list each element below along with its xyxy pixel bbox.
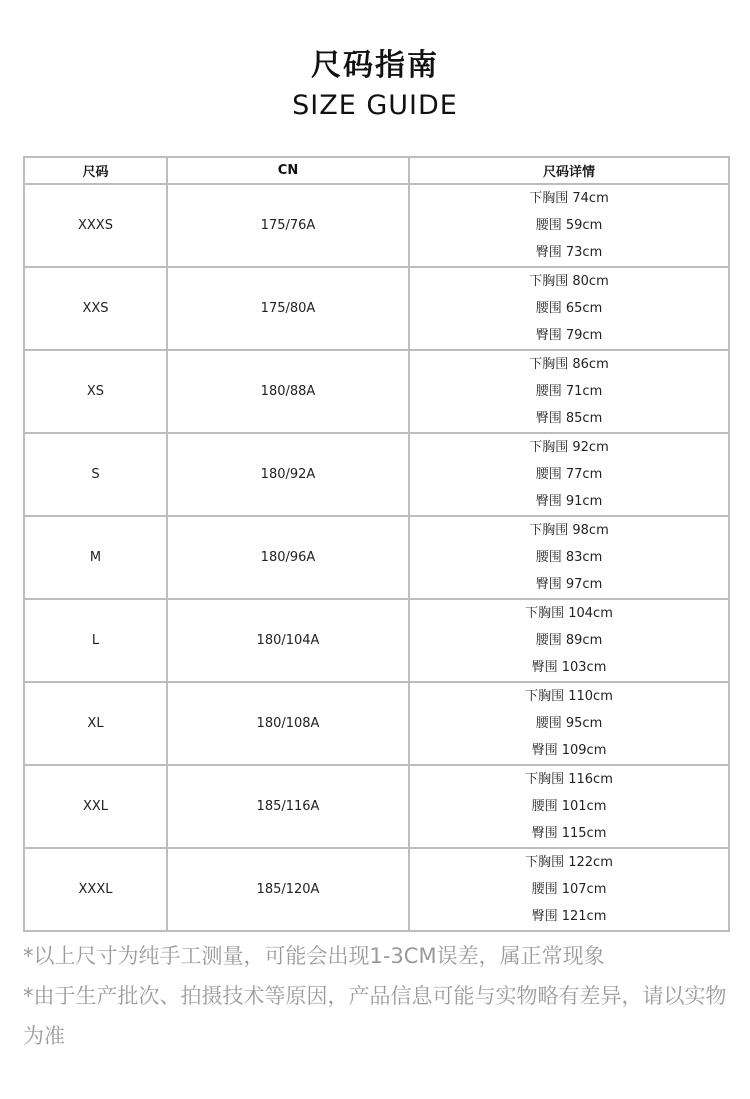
details-cell bbox=[409, 184, 729, 267]
column-header-cn: CN bbox=[167, 157, 409, 184]
underbust-measure: 下胸围 104cm bbox=[525, 606, 613, 621]
hip-measure: 臀围 103cm bbox=[531, 660, 607, 675]
size-cell: M bbox=[24, 516, 167, 599]
hip-measure: 臀围 121cm bbox=[531, 909, 607, 924]
size-table bbox=[23, 156, 730, 932]
cn-cell: 180/104A bbox=[167, 599, 409, 682]
waist-measure: 腰围 101cm bbox=[531, 799, 607, 814]
page-title: 尺码指南 bbox=[311, 48, 439, 83]
notes bbox=[23, 936, 728, 1056]
underbust-measure: 下胸围 92cm bbox=[529, 440, 609, 455]
table-row bbox=[24, 516, 729, 599]
waist-measure: 腰围 107cm bbox=[531, 882, 607, 897]
page-subtitle: SIZE GUIDE bbox=[292, 90, 458, 121]
table-header-row bbox=[24, 157, 729, 184]
size-cell: XL bbox=[24, 682, 167, 765]
underbust-measure: 下胸围 116cm bbox=[525, 772, 613, 787]
waist-measure: 腰围 71cm bbox=[535, 384, 603, 399]
waist-measure: 腰围 77cm bbox=[535, 467, 603, 482]
details-cell bbox=[409, 599, 729, 682]
size-cell: XS bbox=[24, 350, 167, 433]
table-row bbox=[24, 433, 729, 516]
cn-cell: 180/96A bbox=[167, 516, 409, 599]
cn-cell: 180/108A bbox=[167, 682, 409, 765]
cn-cell: 185/120A bbox=[167, 848, 409, 931]
underbust-measure: 下胸围 110cm bbox=[525, 689, 613, 704]
waist-measure: 腰围 59cm bbox=[535, 218, 603, 233]
waist-measure: 腰围 65cm bbox=[535, 301, 603, 316]
hip-measure: 臀围 97cm bbox=[535, 577, 603, 592]
underbust-measure: 下胸围 86cm bbox=[529, 357, 609, 372]
size-cell: L bbox=[24, 599, 167, 682]
waist-measure: 腰围 89cm bbox=[535, 633, 603, 648]
note-measurement: *以上尺寸为纯手工测量，可能会出现1-3CM误差，属正常现象 bbox=[23, 944, 605, 968]
cn-cell: 175/80A bbox=[167, 267, 409, 350]
cn-cell: 185/116A bbox=[167, 765, 409, 848]
details-cell bbox=[409, 433, 729, 516]
size-cell: XXXL bbox=[24, 848, 167, 931]
cn-cell: 175/76A bbox=[167, 184, 409, 267]
underbust-measure: 下胸围 80cm bbox=[529, 274, 609, 289]
size-cell: XXXS bbox=[24, 184, 167, 267]
hip-measure: 臀围 91cm bbox=[535, 494, 603, 509]
size-cell: S bbox=[24, 433, 167, 516]
column-header-details: 尺码详情 bbox=[409, 157, 729, 184]
cn-cell: 180/88A bbox=[167, 350, 409, 433]
table-row bbox=[24, 765, 729, 848]
size-cell: XXL bbox=[24, 765, 167, 848]
hip-measure: 臀围 115cm bbox=[531, 826, 607, 841]
hip-measure: 臀围 79cm bbox=[535, 328, 603, 343]
cn-cell: 180/92A bbox=[167, 433, 409, 516]
details-cell bbox=[409, 350, 729, 433]
table-row bbox=[24, 599, 729, 682]
hip-measure: 臀围 109cm bbox=[531, 743, 607, 758]
table-row bbox=[24, 184, 729, 267]
note-product-variance: *由于生产批次、拍摄技术等原因，产品信息可能与实物略有差异，请以实物为准 bbox=[23, 984, 727, 1048]
underbust-measure: 下胸围 98cm bbox=[529, 523, 609, 538]
table-row bbox=[24, 848, 729, 931]
table-row bbox=[24, 267, 729, 350]
details-cell bbox=[409, 267, 729, 350]
table-row bbox=[24, 682, 729, 765]
underbust-measure: 下胸围 122cm bbox=[525, 855, 613, 870]
size-cell: XXS bbox=[24, 267, 167, 350]
details-cell bbox=[409, 682, 729, 765]
waist-measure: 腰围 83cm bbox=[535, 550, 603, 565]
hip-measure: 臀围 85cm bbox=[535, 411, 603, 426]
underbust-measure: 下胸围 74cm bbox=[529, 191, 609, 206]
details-cell bbox=[409, 516, 729, 599]
details-cell bbox=[409, 848, 729, 931]
column-header-size: 尺码 bbox=[24, 157, 167, 184]
table-row bbox=[24, 350, 729, 433]
details-cell bbox=[409, 765, 729, 848]
waist-measure: 腰围 95cm bbox=[535, 716, 603, 731]
hip-measure: 臀围 73cm bbox=[535, 245, 603, 260]
